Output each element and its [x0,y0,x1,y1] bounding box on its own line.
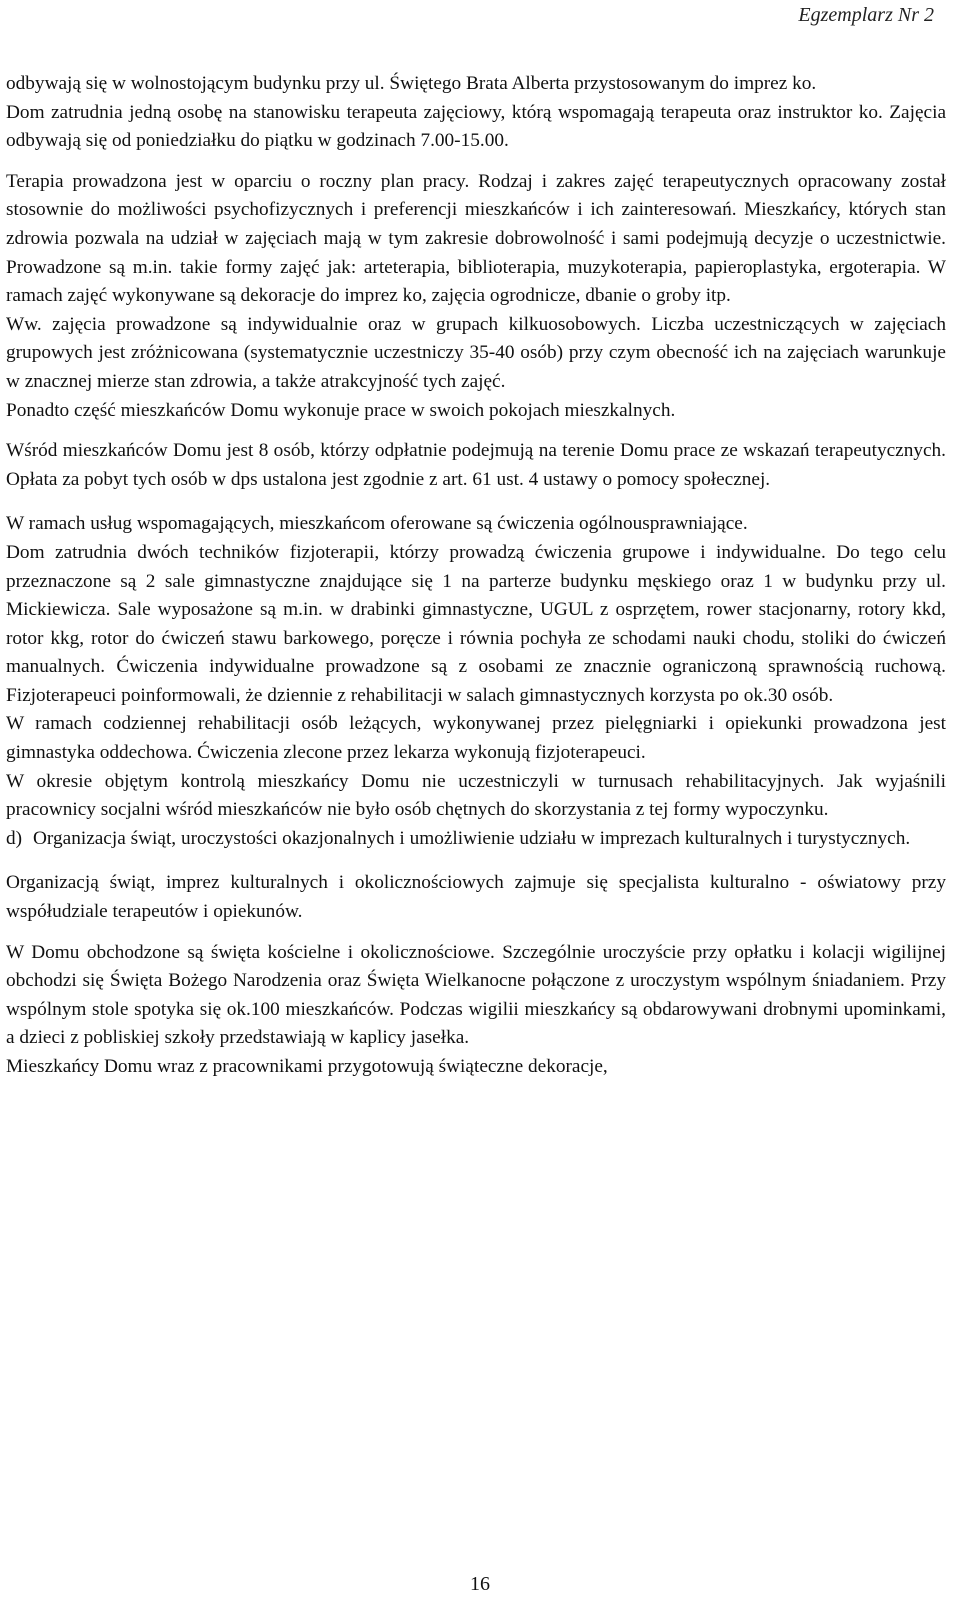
paragraph-rehab-stays: W okresie objętym kontrolą mieszkańcy Domu nie uczestniczyli w turnusach rehabilitacyjnych. Jak wyjaśnili pracownicy socjalni wśród mieszkańców nie było osób chętnych do skorzystania z tej formy wypoczynku. [6,770,946,821]
paragraph-physiotherapy: Dom zatrudnia dwóch techników fizjoterapii, którzy prowadzą ćwiczenia grupowe i indywidualne. Do tego celu przeznaczone są 2 sale gimnastyczne znajdujące się 1 na parterze budynku męskiego oraz 1 w budynku przy ul. Mickiewicza. Sale wyposażone są m.in. w drabinki gimnastyczne, UGUL z osprzętem, rower stacjonarny, rotory kkd, rotor kkg, rotor do ćwiczeń stawu barkowego, poręcze i równia pochyła ze schodami nauki chodu, stoliki do ćwiczeń manualnych. Ćwiczenia indywidualne prowadzone są z osobami ze znacznie ograniczoną sprawnością ruchową. Fizjoterapeuci poinformowali, że dziennie z rehabilitacji w salach gimnastycznych korzysta po ok.30 osób. [6,541,946,706]
paragraph-room-work: Ponadto część mieszkańców Domu wykonuje prace w swoich pokojach mieszkalnych. [6,399,676,421]
document-body [6,70,946,1082]
paragraph-bedridden-rehab: W ramach codziennej rehabilitacji osób leżących, wykonywanej przez pielęgniarki i opiekunki prowadzona jest gimnastyka oddechowa. Ćwiczenia zlecone przez lekarza wykonują fizjoterapeuci. [6,713,946,764]
paragraph-support-services: W ramach usług wspomagających, mieszkańcom oferowane są ćwiczenia ogólnousprawniające. [6,513,748,535]
list-item-text: Organizacja świąt, uroczystości okazjonalnych i umożliwienie udziału w imprezach kulturalnych i turystycznych. [33,827,911,849]
section-heading-d [6,825,946,854]
page-number: 16 [470,1573,490,1595]
paragraph-staff-hours: Dom zatrudnia jedną osobę na stanowisku terapeuta zajęciowy, którą wspomagają terapeuta oraz instruktor ko. Zajęcia odbywają się od poniedziałku do piątku w godzinach 7.00-15.00. [6,101,946,152]
paragraph-holiday-organization: Organizacją świąt, imprez kulturalnych i okolicznościowych zajmuje się specjalista kulturalno - oświatowy przy współudziale terapeutów i opiekunów. [6,872,946,923]
copy-number-header: Egzemplarz Nr 2 [798,4,934,26]
paragraph-paid-work: Wśród mieszkańców Domu jest 8 osób, którzy odpłatnie podejmują na terenie Domu prace ze wskazań terapeutycznych. Opłata za pobyt tych osób w dps ustalona jest zgodnie z art. 61 ust. 4 ustawy o pomocy społecznej. [6,440,946,490]
paragraph-building: odbywają się w wolnostojącym budynku przy ul. Świętego Brata Alberta przystosowanym do imprez ko. [6,73,817,94]
paragraph-decorations: Mieszkańcy Domu wraz z pracownikami przygotowują świąteczne dekoracje, [6,1056,608,1077]
paragraph-group-activities: Ww. zajęcia prowadzone są indywidualnie oraz w grupach kilkuosobowych. Liczba uczestniczących w zajęciach grupowych jest zróżnicowana (systematycznie uczestniczy 35-40 osób) przy czym obecność ich na zajęciach warunkuje w znacznej mierze stan zdrowia, a także atrakcyjność tych zajęć. [6,313,946,392]
paragraph-therapy-plan: Terapia prowadzona jest w oparciu o roczny plan pracy. Rodzaj i zakres zajęć terapeutycznych opracowany został stosownie do możliwości psychofizycznych i preferencji mieszkańców i ich zainteresowań. Mieszkańcy, których stan zdrowia pozwala na udział w zajęciach mają w tym zakresie dobrowolność i sami podejmują decyzje o uczestnictwie. Prowadzone są m.in. takie formy zajęć jak: arteterapia, biblioterapia, muzykoterapia, papieroplastyka, ergoterapia. W ramach zajęć wykonywane są dekoracje do imprez ko, zajęcia ogrodnicze, dbanie o groby itp. [6,170,946,307]
paragraph-holidays: W Domu obchodzone są święta kościelne i okolicznościowe. Szczególnie uroczyście przy opłatku i kolacji wigilijnej obchodzi się Święta Bożego Narodzenia oraz Święta Wielkanocne połączone z uroczystym wspólnym śniadaniem. Przy wspólnym stole spotyka się ok.100 mieszkańców. Podczas wigilii mieszkańcy są obdarowywani drobnymi upominkami, a dzieci z pobliskiej szkoły przedstawiają w kaplicy jasełka. [6,941,946,1049]
list-marker: d) [6,827,23,849]
